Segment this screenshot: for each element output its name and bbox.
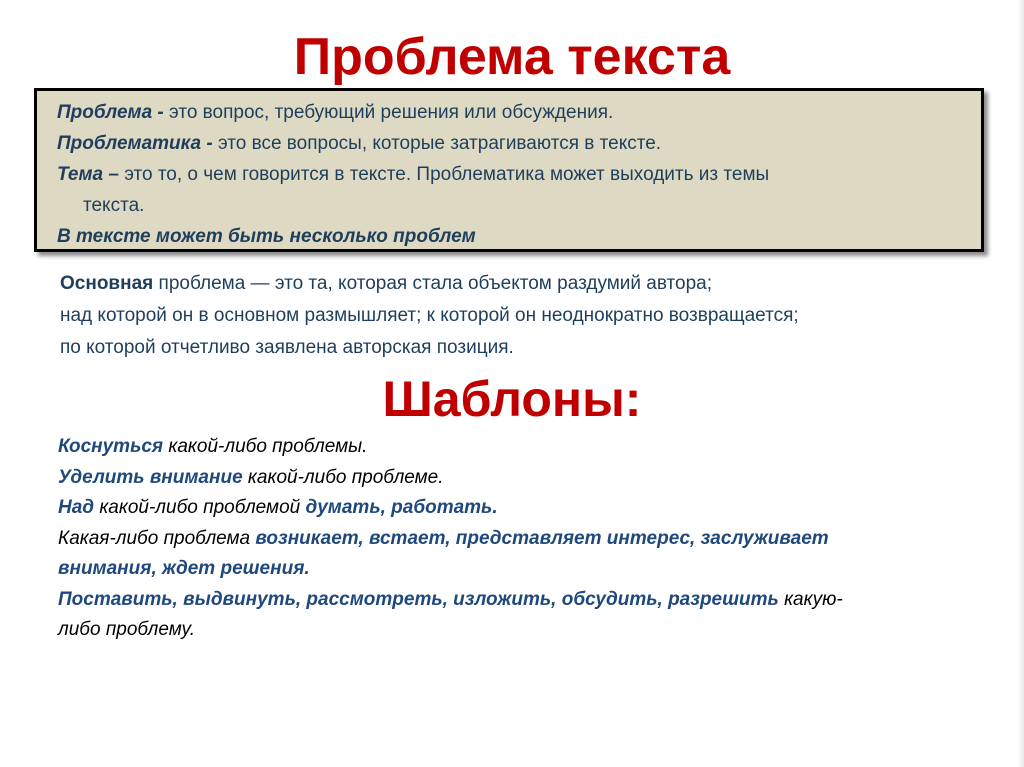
template-keyword: Поставить, выдвинуть, рассмотреть, изложить, обсудить, разрешить: [58, 588, 779, 610]
template-text: либо проблему.: [58, 619, 196, 640]
main-problem-term: Основная: [60, 273, 154, 294]
template-keyword: Уделить внимание: [58, 466, 243, 488]
definition-term: Тема –: [57, 164, 125, 185]
page-title: Проблема текста: [293, 28, 731, 86]
template-item: [58, 524, 1008, 555]
main-problem-paragraph: [60, 268, 1000, 364]
definition-text: это все вопросы, которые затрагиваются в тексте.: [217, 133, 662, 154]
main-problem-line: по которой отчетливо заявлена авторская позиция.: [60, 337, 514, 358]
template-text: какой-либо проблеме.: [242, 466, 444, 488]
slide-edge-shadow: [1018, 0, 1024, 767]
definition-theme: [57, 159, 981, 190]
template-item-continued: [58, 554, 1008, 585]
templates-heading: Шаблоны:: [382, 371, 642, 427]
template-item: [58, 432, 1008, 463]
definition-text: это то, о чем говорится в тексте. Проблематика может выходить из темы: [124, 164, 770, 185]
definition-note: В тексте может быть несколько проблем: [57, 226, 476, 247]
template-item: [58, 493, 1008, 524]
templates-list: [58, 432, 1008, 646]
template-keyword: Над: [58, 497, 95, 518]
template-text: Какая-либо проблема: [58, 527, 256, 549]
definition-term: Проблематика -: [57, 133, 218, 154]
template-item: [58, 585, 1008, 616]
template-keyword: Коснуться: [58, 436, 164, 457]
template-item-continued: [58, 615, 1008, 646]
template-text: какой-либо проблемы.: [163, 436, 368, 457]
main-problem-text: проблема — это та, которая стала объектом раздумий автора;: [153, 273, 713, 294]
template-keyword: внимания, ждет решения.: [58, 558, 310, 579]
template-text: какой-либо проблемой: [94, 497, 306, 518]
definition-problem: [57, 97, 981, 128]
definition-problematics: [57, 128, 981, 159]
template-keyword: возникает, встает, представляет интерес, заслуживает: [255, 527, 829, 549]
main-problem-line: над которой он в основном размышляет; к которой он неоднократно возвращается;: [60, 305, 799, 326]
template-text: какую-: [778, 588, 843, 610]
definition-term: Проблема -: [57, 102, 170, 123]
definition-theme-continued: текста.: [83, 195, 145, 216]
template-keyword: думать, работать.: [305, 497, 498, 518]
main-problem-line: [60, 268, 1000, 300]
template-item: [58, 463, 1008, 494]
definition-text: это вопрос, требующий решения или обсуждения.: [169, 102, 614, 123]
definitions-box: [34, 88, 984, 252]
